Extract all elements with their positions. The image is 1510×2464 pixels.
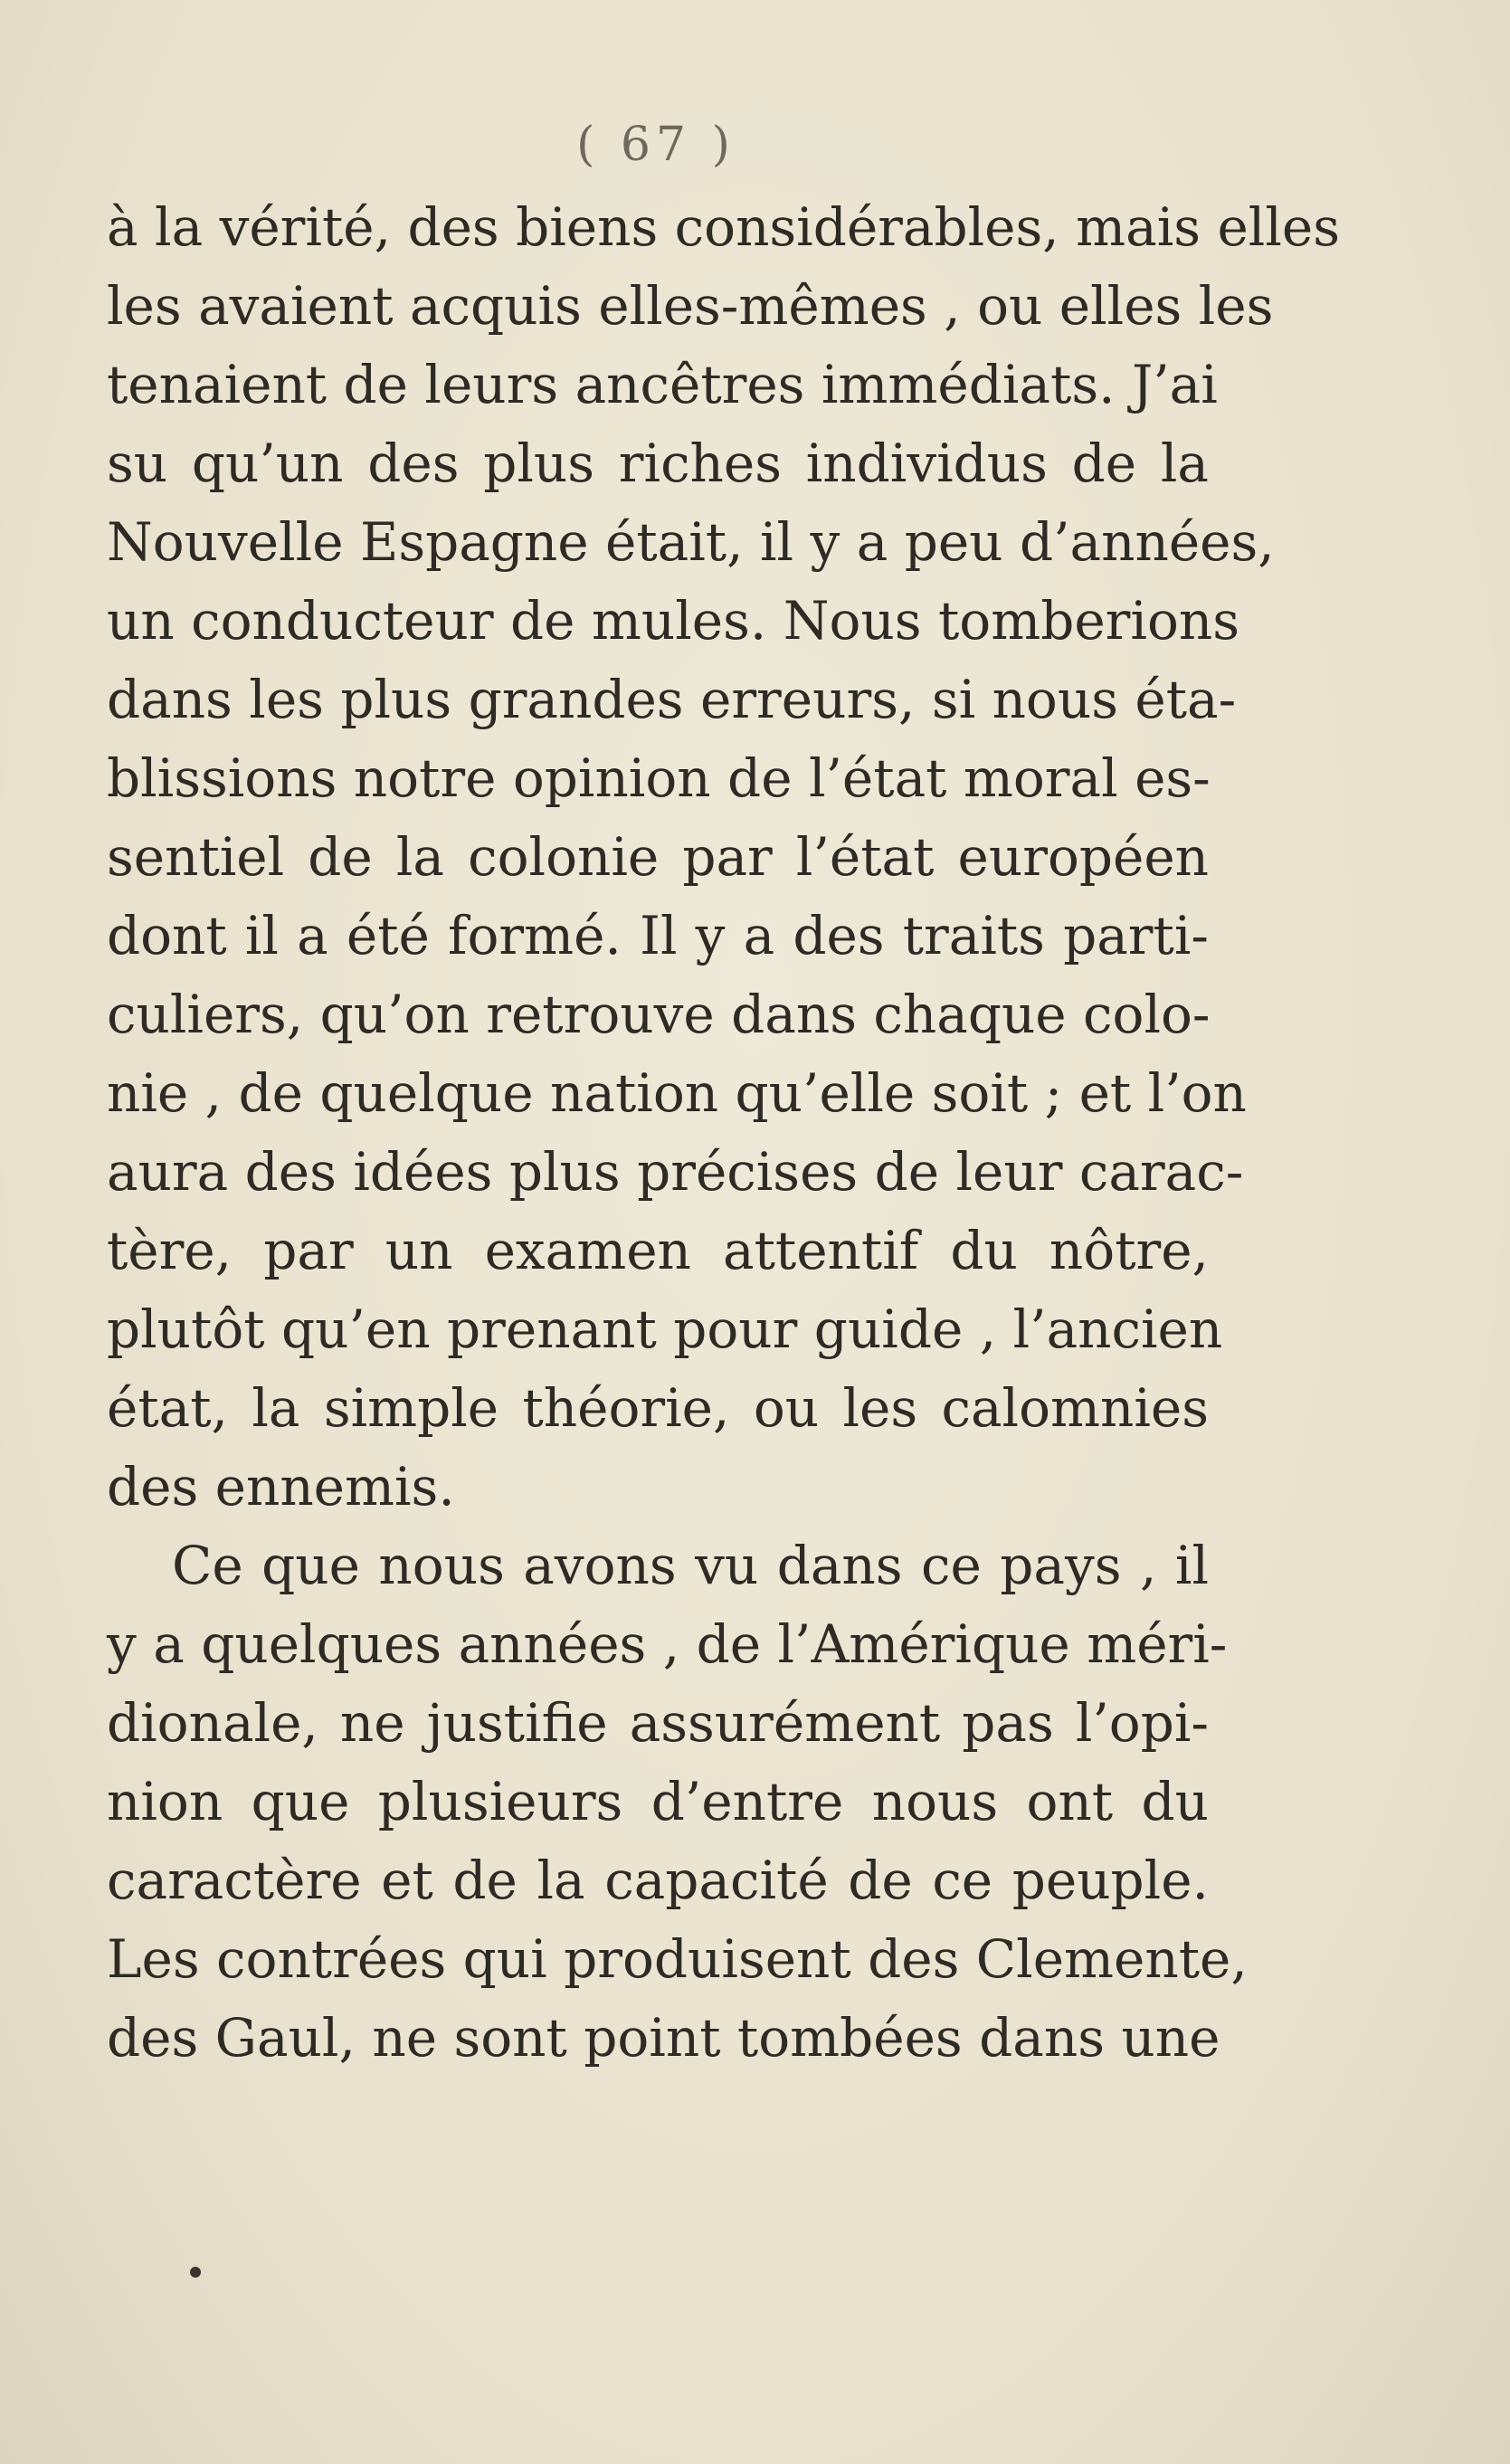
text-line: blissions notre opinion de l’état moral es- [107,747,1211,809]
text-line: un conducteur de mules. Nous tomberions [107,590,1239,652]
text-line: dont il a été formé. Il y a des traits parti- [107,905,1209,966]
text-line: caractère et de la capacité de ce peuple. [107,1850,1209,1911]
text-line: dans les plus grandes erreurs, si nous éta- [107,669,1237,730]
text-line: Nouvelle Espagne était, il y a peu d’années, [107,511,1275,573]
page-number: ( 67 ) [576,118,736,172]
text-line: état, la simple théorie, ou les calomnies [107,1377,1209,1439]
text-line: y a quelques années , de l’Amérique méri- [107,1613,1228,1675]
text-line: tenaient de leurs ancêtres immédiats. J’ai [107,354,1218,415]
text-line: des Gaul, ne sont point tombées dans une [107,2007,1220,2069]
text-line: culiers, qu’on retrouve dans chaque colo- [107,984,1211,1045]
text-line: su qu’un des plus riches individus de la [107,433,1209,494]
text-line: à la vérité, des biens considérables, mais elles [107,196,1340,258]
body-text [107,188,1340,2078]
paragraph-start-line: Ce que nous avons vu dans ce pays , il [172,1535,1209,1596]
text-line: plutôt qu’en prenant pour guide , l’ancien [107,1299,1223,1360]
text-line: Les contrées qui produisent des Clemente, [107,1928,1248,1990]
text-line: nion que plusieurs d’entre nous ont du [107,1771,1209,1832]
text-line: dionale, ne justifie assurément pas l’opi- [107,1692,1209,1754]
text-line: nie , de quelque nation qu’elle soit ; et l’on [107,1062,1247,1124]
text-line: aura des idées plus précises de leur carac- [107,1141,1244,1203]
text-line: tère, par un examen attentif du nôtre, [107,1220,1209,1281]
text-line: sentiel de la colonie par l’état européen [107,826,1209,888]
ink-speck [190,2267,201,2278]
text-line: les avaient acquis elles-mêmes , ou elles les [107,275,1274,337]
paragraph-end-line: des ennemis. [107,1456,455,1517]
